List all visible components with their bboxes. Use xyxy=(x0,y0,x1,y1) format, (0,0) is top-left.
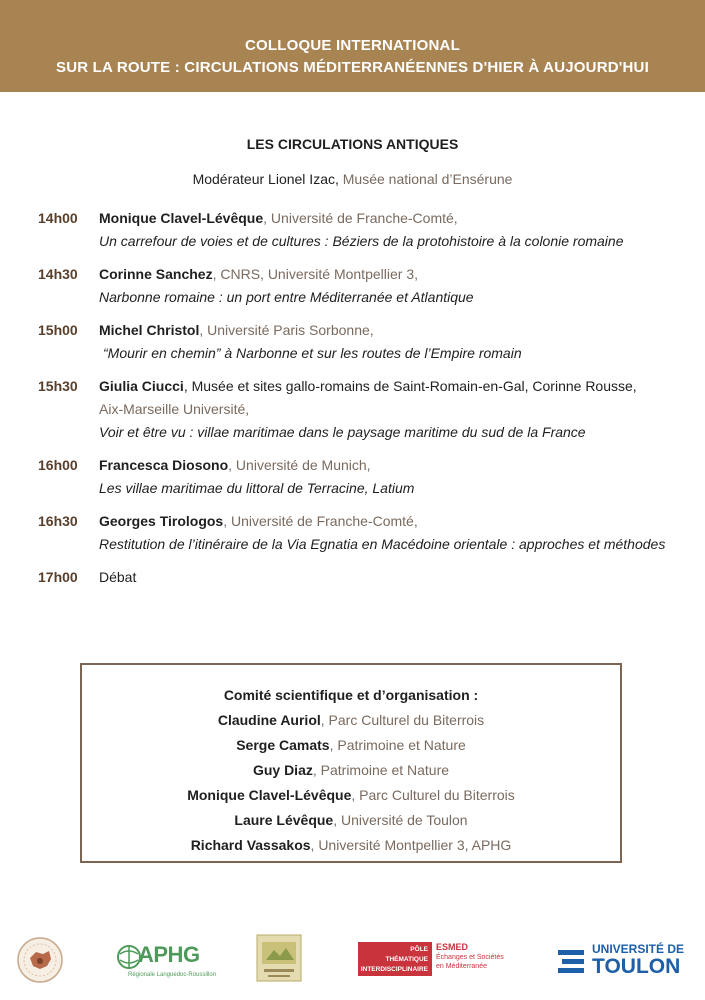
esmed-line-2: en Méditerranée xyxy=(436,963,487,970)
member-affiliation: , Parc Culturel du Biterrois xyxy=(351,787,515,803)
speaker-affiliation: Aix-Marseille Université, xyxy=(99,401,250,417)
member-affiliation: , Patrimoine et Nature xyxy=(312,762,450,778)
program-list xyxy=(38,207,678,599)
esmed-name: ESMED xyxy=(436,942,469,952)
talk-title: Voir et être vu : villae maritimae dans le paysage maritime du sud de la France xyxy=(99,424,586,440)
slot-time: 14h00 xyxy=(38,210,78,226)
member-name: Claudine Auriol xyxy=(217,712,321,728)
member-affiliation: , Parc Culturel du Biterrois xyxy=(320,712,485,728)
header-line-1: COLLOQUE INTERNATIONAL xyxy=(245,37,460,54)
parc-culturel-logo xyxy=(16,936,64,984)
speaker-name: Giulia Ciucci xyxy=(99,378,184,394)
aphg-wordmark: APHG xyxy=(138,942,200,967)
member-affiliation: , Université de Toulon xyxy=(333,812,468,828)
speaker-extra: , Musée et sites gallo-romains de Saint-Romain-en-Gal, Corinne Rousse, xyxy=(183,378,637,394)
moderator-line xyxy=(0,171,705,187)
patrimoine-nature-emblem-icon xyxy=(256,934,302,982)
committee-member xyxy=(82,733,620,758)
program-slot xyxy=(38,566,678,589)
partner-logos xyxy=(0,930,705,990)
committee-member xyxy=(82,758,620,783)
esmed-logo xyxy=(358,940,508,982)
program-slot xyxy=(38,319,678,365)
speaker-name: Georges Tirologos xyxy=(99,513,224,529)
talk-title: Narbonne romaine : un port entre Méditerranée et Atlantique xyxy=(99,289,474,305)
slot-time: 15h00 xyxy=(38,322,78,338)
toulon-line-1: UNIVERSITÉ DE xyxy=(592,942,685,956)
esmed-interdisciplinaire: INTERDISCIPLINAIRE xyxy=(360,966,428,973)
slot-time: 14h30 xyxy=(38,266,78,282)
speaker-name: Michel Christol xyxy=(99,322,200,338)
moderator-label: Modérateur Lionel Izac xyxy=(192,171,335,187)
esmed-line-1: Échanges et Sociétés xyxy=(436,954,504,961)
header-line-2: SUR LA ROUTE : CIRCULATIONS MÉDITERRANÉENNES D'HIER À AUJOURD'HUI xyxy=(56,59,649,76)
talk-title: “Mourir en chemin” à Narbonne et sur les routes de l’Empire romain xyxy=(103,345,522,361)
speaker-name: Francesca Diosono xyxy=(99,457,229,473)
speaker-affiliation: , Université Paris Sorbonne, xyxy=(199,322,374,338)
member-name: Monique Clavel-Lévêque xyxy=(187,787,352,803)
speaker-affiliation: , Université de Franche-Comté, xyxy=(263,210,458,226)
member-name: Serge Camats xyxy=(236,737,330,753)
aphg-logo xyxy=(116,938,217,986)
member-affiliation: , Patrimoine et Nature xyxy=(329,737,466,753)
esmed-pole: PÔLE xyxy=(410,946,428,953)
member-name: Richard Vassakos xyxy=(190,837,311,853)
esmed-pole-badge xyxy=(358,942,432,976)
committee-member xyxy=(82,833,620,858)
slot-time: 16h00 xyxy=(38,457,78,473)
speaker-affiliation: , Université de Franche-Comté, xyxy=(223,513,418,529)
program-slot xyxy=(38,263,678,309)
esmed-thematique: THÉMATIQUE xyxy=(385,956,428,963)
speaker-name: Corinne Sanchez xyxy=(99,266,213,282)
talk-title: Les villae maritimae du littoral de Terracine, Latium xyxy=(99,480,415,496)
committee-member xyxy=(82,708,620,733)
talk-title: Restitution de l’itinéraire de la Via Egnatia en Macédoine orientale : approches et méthodes xyxy=(99,536,666,552)
debate-label: Débat xyxy=(99,569,137,585)
member-name: Guy Diaz xyxy=(252,762,313,778)
patrimoine-nature-logo xyxy=(256,934,302,982)
aphg-subtitle: Régionale Languedoc-Roussillon xyxy=(128,972,217,978)
slot-time: 16h30 xyxy=(38,513,78,529)
talk-title: Un carrefour de voies et de cultures : Béziers de la protohistoire à la colonie romaine xyxy=(99,233,624,249)
speaker-name: Monique Clavel-Lévêque xyxy=(99,210,264,226)
header-banner xyxy=(0,0,705,92)
program-slot xyxy=(38,454,678,500)
speaker-affiliation: , CNRS, Université Montpellier 3, xyxy=(212,266,418,282)
committee-member xyxy=(82,808,620,833)
moderator-affiliation: Musée national d’Ensérune xyxy=(342,171,513,187)
program-slot xyxy=(38,375,678,444)
universite-toulon-logo xyxy=(556,942,696,982)
committee-heading: Comité scientifique et d’organisation : xyxy=(223,687,479,703)
committee-member xyxy=(82,783,620,808)
program-slot xyxy=(38,207,678,253)
member-affiliation: , Université Montpellier 3, APHG xyxy=(310,837,512,853)
moderator-separator: , xyxy=(334,171,343,187)
section-title: LES CIRCULATIONS ANTIQUES xyxy=(246,136,459,152)
committee-box xyxy=(80,663,622,863)
slot-time: 17h00 xyxy=(38,569,78,585)
slot-time: 15h30 xyxy=(38,378,78,394)
toulon-emblem-icon xyxy=(556,948,586,976)
member-name: Laure Lévêque xyxy=(234,812,334,828)
toulon-line-2: TOULON xyxy=(592,955,681,978)
speaker-affiliation: , Université de Munich, xyxy=(228,457,371,473)
program-slot xyxy=(38,510,678,556)
parc-culturel-seal-icon xyxy=(16,936,64,984)
